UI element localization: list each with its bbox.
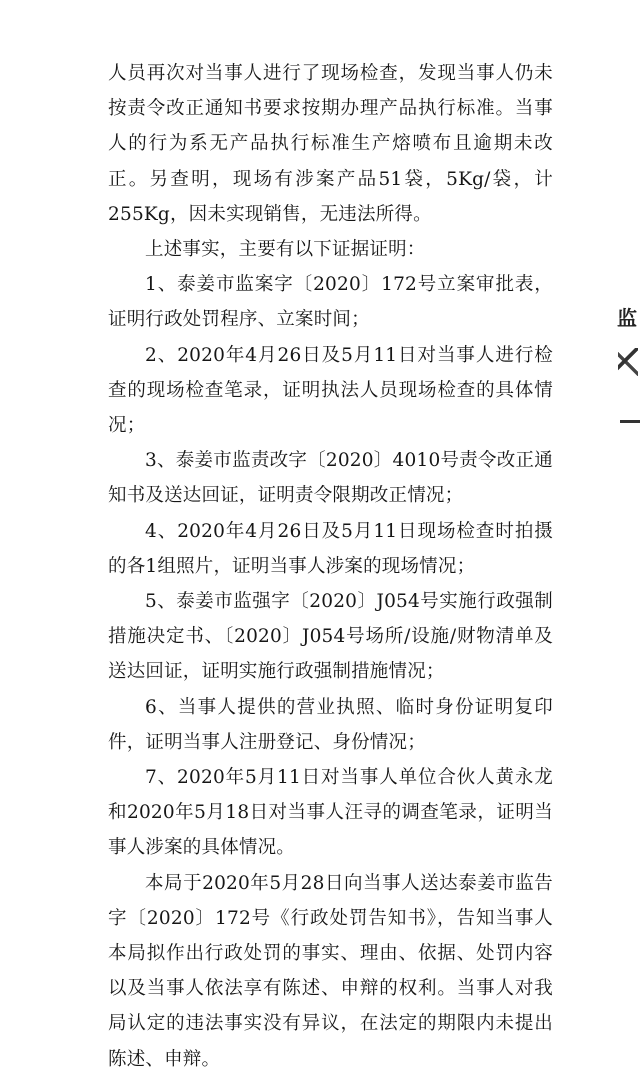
paragraph-2: 上述事实，主要有以下证据证明： bbox=[145, 239, 426, 261]
paragraph-5: 3、泰姜市监责改字〔2020〕4010号责令改正通知书及送达回证，证明责令限期改正情况； bbox=[108, 450, 553, 507]
paragraph-1: 人员再次对当事人进行了现场检查，发现当事人仍未按责令改正通知书要求按期办理产品执行标准。当事人的行为系无产品执行标准生产熔喷布且逾期未改正。另查明，现场有涉案产品51袋，5Kg/袋，计255Kg，因未实现销售，无违法所得。 bbox=[108, 63, 553, 225]
paragraph-9: 7、2020年5月11日对当事人单位合伙人黄永龙和2020年5月18日对当事人汪寻的调查笔录，证明当事人涉案的具体情况。 bbox=[108, 767, 553, 859]
seal-fragment-icon bbox=[618, 348, 638, 376]
paragraph-3: 1、泰姜市监案字〔2020〕172号立案审批表，证明行政处罚程序、立案时间； bbox=[108, 274, 553, 331]
paragraph-7: 5、泰姜市监强字〔2020〕J054号实施行政强制措施决定书、〔2020〕J054号场所/设施/财物清单及送达回证，证明实施行政强制措施情况； bbox=[108, 591, 553, 683]
paragraph-6: 4、2020年4月26日及5月11日现场检查时拍摄的各1组照片，证明当事人涉案的现场情况； bbox=[108, 520, 553, 577]
margin-seal-fragment: 监 bbox=[617, 306, 637, 330]
paragraph-4: 2、2020年4月26日及5月11日对当事人进行检查的现场检查笔录，证明执法人员现场检查的具体情况； bbox=[108, 344, 553, 437]
body-text bbox=[108, 56, 553, 1077]
paragraph-8: 6、当事人提供的营业执照、临时身份证明复印件，证明当事人注册登记、身份情况； bbox=[108, 696, 553, 753]
paragraph-10: 本局于2020年5月28日向当事人送达泰姜市监告字〔2020〕172号《行政处罚告知书》，告知当事人本局拟作出行政处罚的事实、理由、依据、处罚内容以及当事人依法享有陈述、申辩的权利。当事人对我局认定的违法事实没有异议，在法定的期限内未提出陈述、申辩。 bbox=[108, 872, 553, 1070]
edge-mark bbox=[620, 420, 640, 423]
